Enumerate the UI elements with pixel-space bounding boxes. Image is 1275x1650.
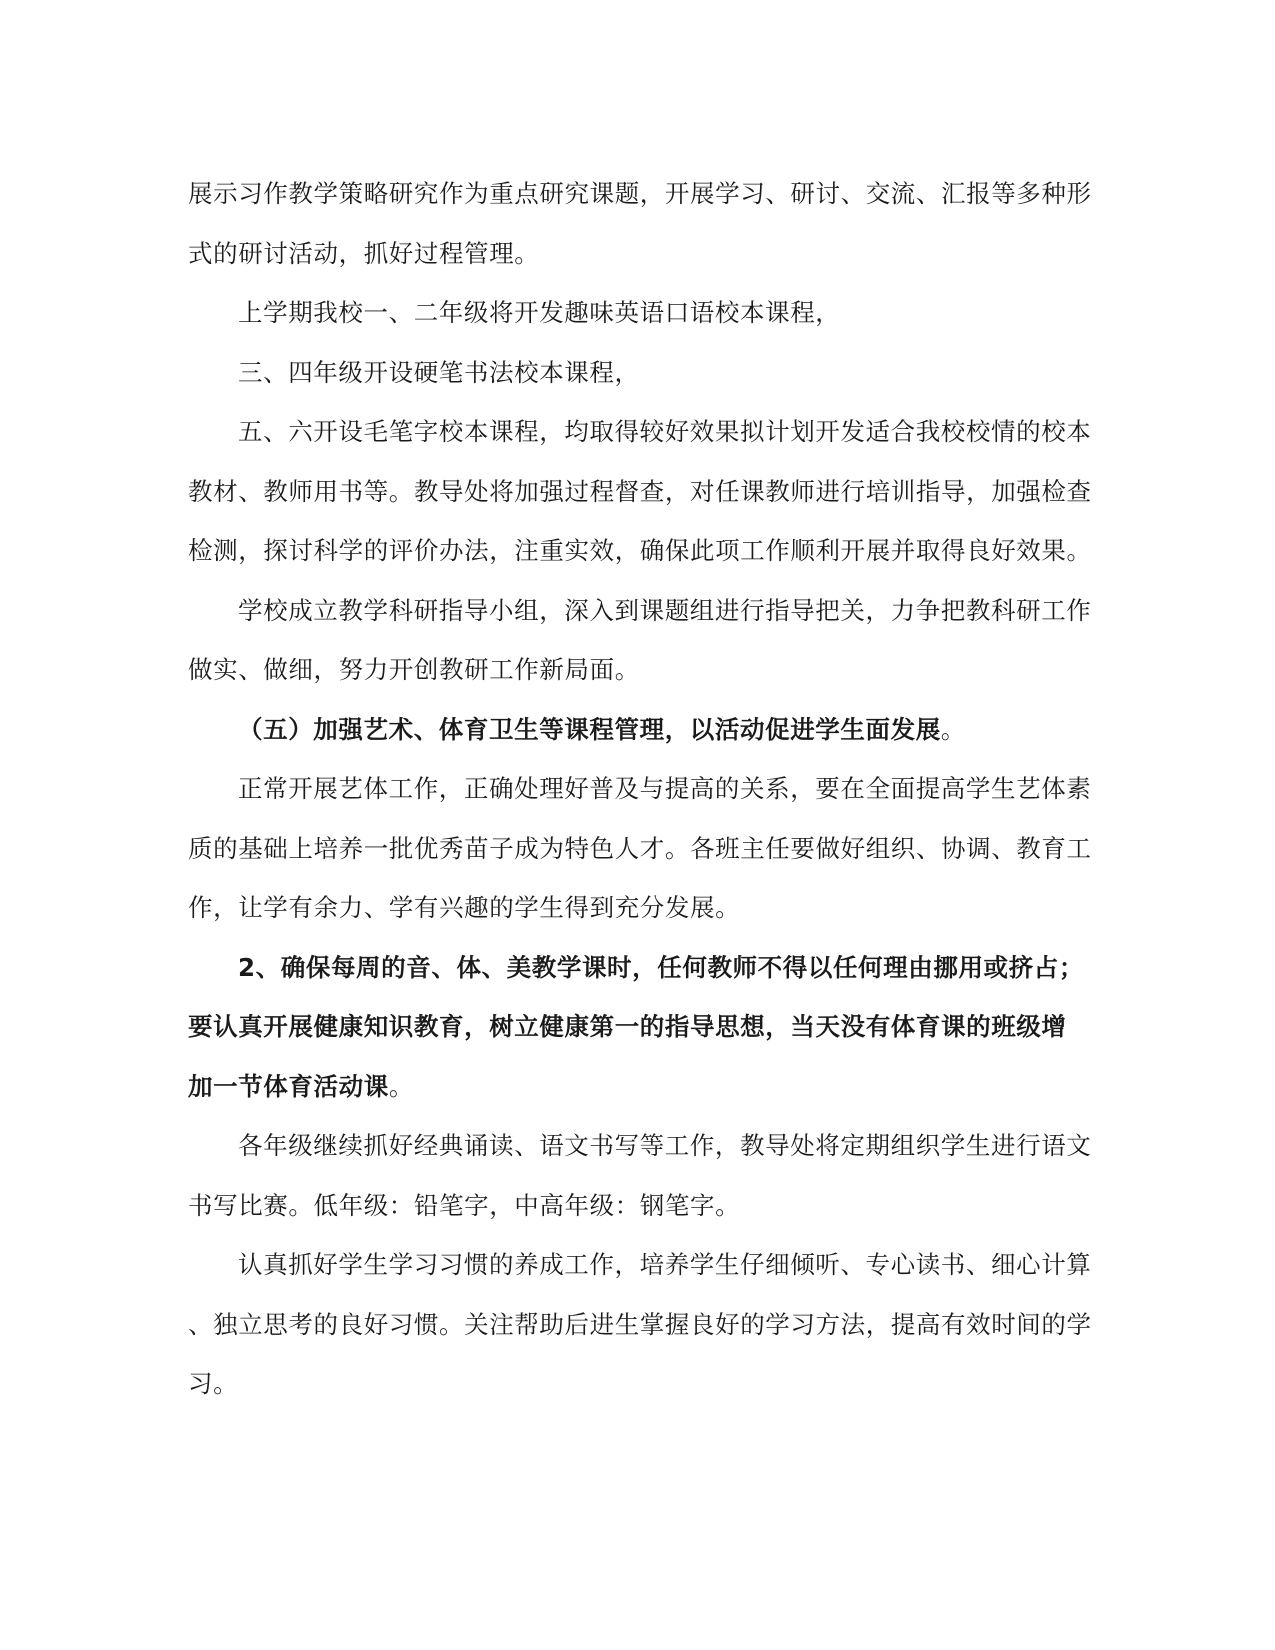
paragraph-line: 书写比赛。低年级：铅笔字，中高年级：钢笔字。 — [188, 1190, 741, 1220]
paragraph-line: 三、四年级开设硬笔书法校本课程， — [238, 357, 640, 387]
section-heading-period: 。 — [940, 714, 966, 744]
paragraph-line: 、独立思考的良好习惯。关注帮助后进生掌握良好的学习方法，提高有效时间的学 — [188, 1309, 1092, 1339]
paragraph-line: 式的研讨活动，抓好过程管理。 — [188, 238, 540, 268]
document-page — [188, 164, 1093, 1414]
bold-paragraph-line: 2、确保每周的音、体、美教学课时，任何教师不得以任何理由挪用或挤占； — [238, 952, 1084, 982]
paragraph-line: 质的基础上培养一批优秀苗子成为特色人才。各班主任要做好组织、协调、教育工 — [188, 833, 1092, 863]
paragraph-line: 教材、教师用书等。教导处将加强过程督查，对任课教师进行培训指导，加强检查 — [188, 476, 1092, 506]
paragraph-line: 检测，探讨科学的评价办法，注重实效，确保此项工作顺利开展并取得良好效果。 — [188, 536, 1092, 565]
bold-paragraph-text: 加一节体育活动课 — [188, 1071, 389, 1101]
paragraph-line: 正常开展艺体工作，正确处理好普及与提高的关系，要在全面提高学生艺体素 — [238, 774, 1092, 803]
paragraph-line: 学校成立教学科研指导小组，深入到课题组进行指导把关，力争把教科研工作 — [238, 595, 1092, 625]
bold-paragraph-line: 要认真开展健康知识教育，树立健康第一的指导思想，当天没有体育课的班级增 — [188, 1012, 1067, 1041]
paragraph-line: 上学期我校一、二年级将开发趣味英语口语校本课程， — [238, 298, 841, 327]
section-heading-text: （五）加强艺术、体育卫生等课程管理，以活动促进学生面发展 — [238, 714, 941, 744]
paragraph-line: 习。 — [188, 1369, 239, 1398]
bold-paragraph-period: 。 — [388, 1071, 414, 1101]
paragraph-line: 做实、做细，努力开创教研工作新局面。 — [188, 655, 640, 684]
paragraph-line: 五、六开设毛笔字校本课程，均取得较好效果拟计划开发适合我校校情的校本 — [238, 417, 1092, 446]
paragraph-line: 作，让学有余力、学有兴趣的学生得到充分发展。 — [188, 893, 741, 922]
section-heading — [188, 700, 1093, 760]
paragraph-line: 各年级继续抓好经典诵读、语文书写等工作，教导处将定期组织学生进行语文 — [238, 1131, 1092, 1160]
paragraph-line: 展示习作教学策略研究作为重点研究课题，开展学习、研讨、交流、汇报等多种形 — [188, 179, 1092, 208]
bold-paragraph-line — [188, 1057, 1093, 1117]
paragraph-line: 认真抓好学生学习习惯的养成工作，培养学生仔细倾听、专心读书、细心计算 — [238, 1250, 1092, 1279]
